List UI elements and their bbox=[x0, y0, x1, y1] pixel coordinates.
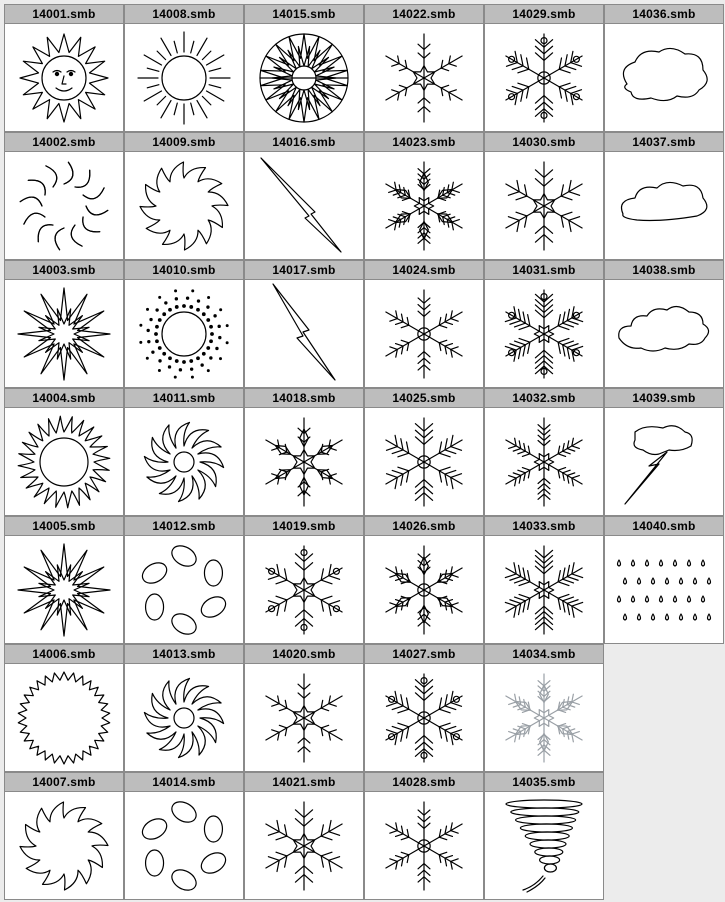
symbol-filename: 14009.smb bbox=[125, 133, 243, 152]
symbol-tile[interactable] bbox=[124, 772, 244, 900]
symbol-filename: 14039.smb bbox=[605, 389, 723, 408]
symbol-tile[interactable] bbox=[364, 132, 484, 260]
symbol-tile[interactable] bbox=[364, 644, 484, 772]
sun-swirl-icon bbox=[125, 664, 243, 772]
sun-star-icon bbox=[245, 24, 363, 132]
sun-petals-icon bbox=[125, 792, 243, 900]
symbol-filename: 14035.smb bbox=[485, 773, 603, 792]
symbol-filename: 14040.smb bbox=[605, 517, 723, 536]
snowflake-icon bbox=[485, 24, 603, 132]
symbol-filename: 14012.smb bbox=[125, 517, 243, 536]
symbol-filename: 14019.smb bbox=[245, 517, 363, 536]
symbol-tile[interactable] bbox=[124, 260, 244, 388]
symbol-tile[interactable] bbox=[364, 4, 484, 132]
symbol-filename: 14002.smb bbox=[5, 133, 123, 152]
symbol-tile[interactable] bbox=[124, 4, 244, 132]
symbol-tile[interactable] bbox=[604, 516, 724, 644]
tornado-icon bbox=[485, 792, 603, 900]
symbol-filename: 14006.smb bbox=[5, 645, 123, 664]
symbol-filename: 14031.smb bbox=[485, 261, 603, 280]
symbol-tile[interactable] bbox=[4, 132, 124, 260]
snowflake-icon bbox=[365, 664, 483, 772]
sun-rays-icon bbox=[125, 24, 243, 132]
symbol-tile[interactable] bbox=[484, 388, 604, 516]
sun-dotted-icon bbox=[125, 280, 243, 388]
symbol-tile[interactable] bbox=[604, 260, 724, 388]
symbol-tile[interactable] bbox=[604, 4, 724, 132]
symbol-filename: 14034.smb bbox=[485, 645, 603, 664]
lightning-icon bbox=[245, 152, 363, 260]
symbol-tile[interactable] bbox=[364, 772, 484, 900]
snowflake-icon bbox=[485, 152, 603, 260]
symbol-filename: 14037.smb bbox=[605, 133, 723, 152]
symbol-tile[interactable] bbox=[244, 4, 364, 132]
symbol-filename: 14029.smb bbox=[485, 5, 603, 24]
symbol-tile[interactable] bbox=[484, 516, 604, 644]
snowflake-icon bbox=[365, 152, 483, 260]
symbol-filename: 14023.smb bbox=[365, 133, 483, 152]
symbol-filename: 14025.smb bbox=[365, 389, 483, 408]
snowflake-icon bbox=[245, 792, 363, 900]
snowflake-icon bbox=[485, 664, 603, 772]
symbol-tile[interactable] bbox=[4, 260, 124, 388]
symbol-tile[interactable] bbox=[244, 388, 364, 516]
sun-flame-icon bbox=[5, 536, 123, 644]
symbol-filename: 14004.smb bbox=[5, 389, 123, 408]
symbol-tile[interactable] bbox=[484, 4, 604, 132]
symbol-tile[interactable] bbox=[124, 516, 244, 644]
symbol-filename: 14014.smb bbox=[125, 773, 243, 792]
snowflake-icon bbox=[365, 280, 483, 388]
symbol-tile[interactable] bbox=[4, 4, 124, 132]
symbol-tile[interactable] bbox=[244, 772, 364, 900]
snowflake-icon bbox=[485, 408, 603, 516]
sun-hooked-icon bbox=[5, 792, 123, 900]
symbol-tile[interactable] bbox=[364, 388, 484, 516]
symbol-tile[interactable] bbox=[604, 132, 724, 260]
symbol-tile[interactable] bbox=[484, 132, 604, 260]
symbol-tile[interactable] bbox=[124, 132, 244, 260]
symbol-filename: 14018.smb bbox=[245, 389, 363, 408]
symbol-filename: 14032.smb bbox=[485, 389, 603, 408]
symbol-filename: 14008.smb bbox=[125, 5, 243, 24]
snowflake-icon bbox=[365, 408, 483, 516]
sun-serrated-icon bbox=[5, 664, 123, 772]
snowflake-icon bbox=[365, 792, 483, 900]
symbol-tile[interactable] bbox=[244, 644, 364, 772]
sun-swirl-icon bbox=[125, 408, 243, 516]
symbol-filename: 14030.smb bbox=[485, 133, 603, 152]
symbol-tile[interactable] bbox=[244, 132, 364, 260]
storm-cloud-icon bbox=[605, 408, 723, 516]
snowflake-icon bbox=[245, 664, 363, 772]
symbol-filename: 14021.smb bbox=[245, 773, 363, 792]
symbol-filename: 14003.smb bbox=[5, 261, 123, 280]
symbol-filename: 14016.smb bbox=[245, 133, 363, 152]
symbol-tile[interactable] bbox=[244, 260, 364, 388]
symbol-filename: 14028.smb bbox=[365, 773, 483, 792]
snowflake-icon bbox=[485, 280, 603, 388]
lightning-icon bbox=[245, 280, 363, 388]
symbol-filename: 14013.smb bbox=[125, 645, 243, 664]
symbol-filename: 14022.smb bbox=[365, 5, 483, 24]
sun-hooked-icon bbox=[125, 152, 243, 260]
symbol-tile[interactable] bbox=[484, 772, 604, 900]
symbol-tile[interactable] bbox=[4, 772, 124, 900]
rain-drops-icon bbox=[605, 536, 723, 644]
sun-wavy-icon bbox=[5, 152, 123, 260]
symbol-tile[interactable] bbox=[4, 388, 124, 516]
sun-spiky-icon bbox=[5, 408, 123, 516]
symbol-filename: 14036.smb bbox=[605, 5, 723, 24]
symbol-tile[interactable] bbox=[484, 260, 604, 388]
symbol-filename: 14024.smb bbox=[365, 261, 483, 280]
symbol-filename: 14027.smb bbox=[365, 645, 483, 664]
cloud-icon bbox=[605, 280, 723, 388]
symbol-filename: 14015.smb bbox=[245, 5, 363, 24]
symbol-tile[interactable] bbox=[484, 644, 604, 772]
symbol-tile[interactable] bbox=[364, 516, 484, 644]
snowflake-icon bbox=[365, 536, 483, 644]
snowflake-icon bbox=[245, 408, 363, 516]
cloud-icon bbox=[605, 152, 723, 260]
snowflake-icon bbox=[245, 536, 363, 644]
snowflake-icon bbox=[365, 24, 483, 132]
cloud-icon bbox=[605, 24, 723, 132]
sun-face-icon bbox=[5, 24, 123, 132]
symbol-filename: 14020.smb bbox=[245, 645, 363, 664]
symbol-tile[interactable] bbox=[604, 388, 724, 516]
symbol-tile[interactable] bbox=[124, 644, 244, 772]
symbol-filename: 14038.smb bbox=[605, 261, 723, 280]
symbol-tile[interactable] bbox=[4, 516, 124, 644]
snowflake-icon bbox=[485, 536, 603, 644]
symbol-filename: 14007.smb bbox=[5, 773, 123, 792]
symbol-tile[interactable] bbox=[4, 644, 124, 772]
symbol-filename: 14005.smb bbox=[5, 517, 123, 536]
symbol-tile[interactable] bbox=[244, 516, 364, 644]
symbol-filename: 14011.smb bbox=[125, 389, 243, 408]
symbol-tile[interactable] bbox=[124, 388, 244, 516]
symbol-filename: 14026.smb bbox=[365, 517, 483, 536]
symbol-filename: 14017.smb bbox=[245, 261, 363, 280]
symbol-tile[interactable] bbox=[364, 260, 484, 388]
symbol-filename: 14010.smb bbox=[125, 261, 243, 280]
symbol-filename: 14033.smb bbox=[485, 517, 603, 536]
sun-petals-icon bbox=[125, 536, 243, 644]
symbol-filename: 14001.smb bbox=[5, 5, 123, 24]
sun-flame-icon bbox=[5, 280, 123, 388]
